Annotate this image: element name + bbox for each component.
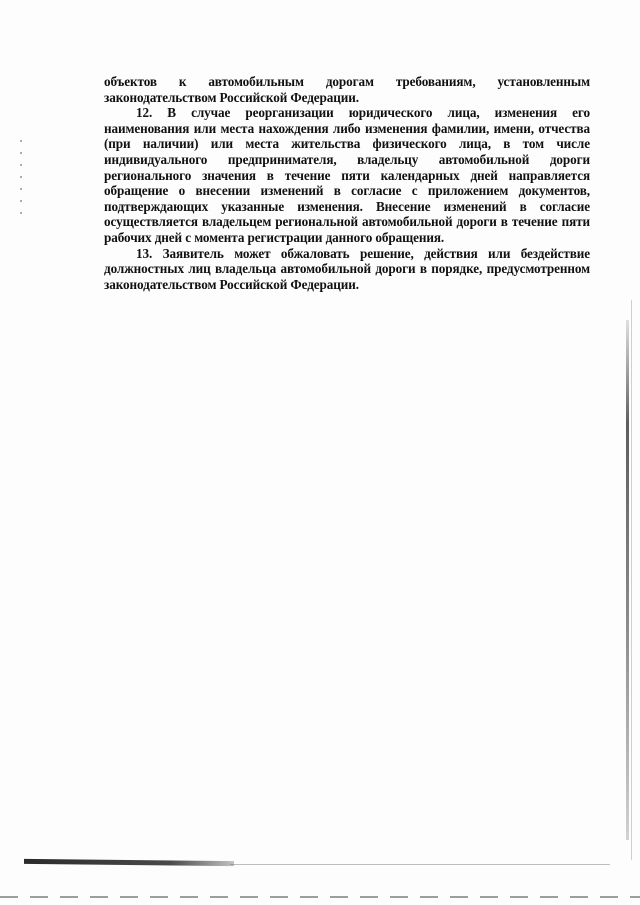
paragraph-13: 13. Заявитель может обжаловать решение, действия или бездействие должностных лиц владельца автомобильной дороги в порядке, предусмотренном законодательством Российской Федерации. <box>104 245 590 292</box>
paragraph-continuation: объектов к автомобильным дорогам требованиям, установленным законодательством Российской Федерации. <box>104 74 590 105</box>
paragraph-12: 12. В случае реорганизации юридического лица, изменения его наименования или места нахождения либо изменения фамилии, имени, отчества (при наличии) или места жительства физического лица, в том числе индивидуального предпринимателя, владельцу автомобильной дороги регионального значения в течение пяти календарных дней направляется обращение о внесении изменений в согласие с приложением документов, подтверждающих указанные изменения. Внесение изменений в согласие осуществляется владельцем региональной автомобильной дороги в течение пяти рабочих дней с момента регистрации данного обращения. <box>104 105 590 245</box>
scan-artifact-left <box>20 140 22 220</box>
scan-artifact-right-edge <box>626 320 629 840</box>
document-body <box>104 74 590 292</box>
scan-artifact-right-edge-thin <box>631 300 632 860</box>
scan-artifact-bottom-bar <box>24 859 234 866</box>
scan-artifact-bottom-dashes <box>0 896 640 898</box>
scan-artifact-bottom-line <box>230 864 610 865</box>
